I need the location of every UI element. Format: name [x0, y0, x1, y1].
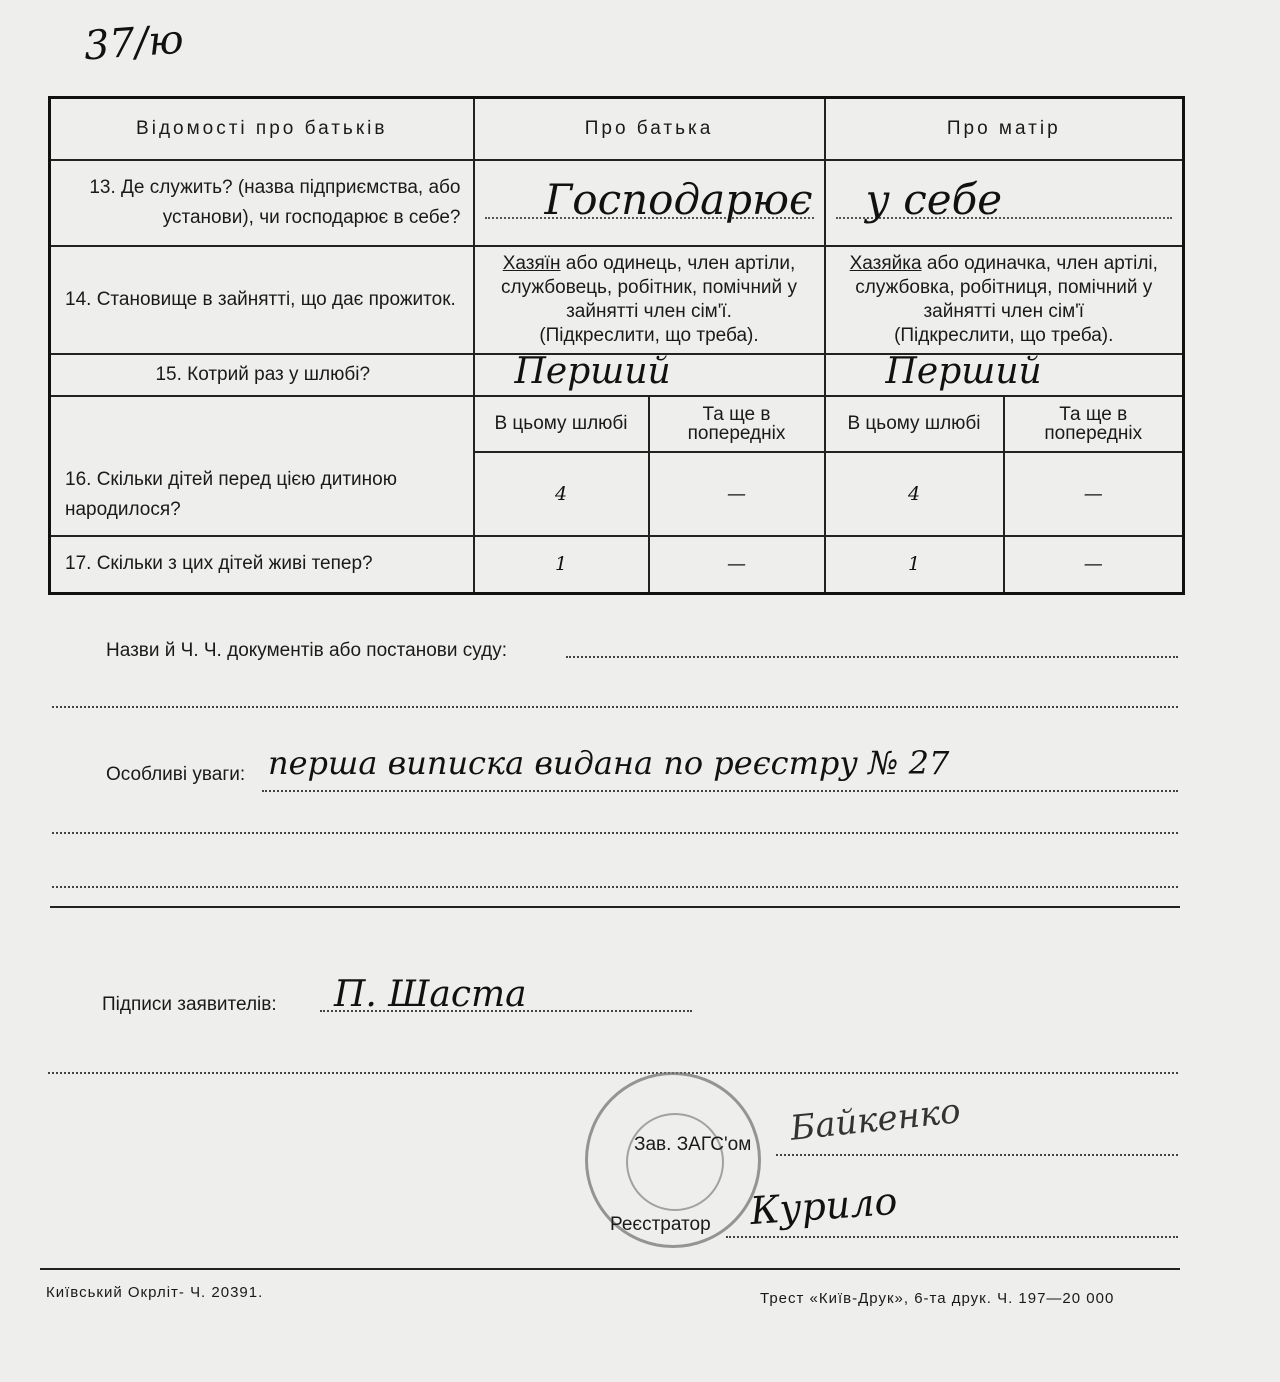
q13-father-answer: Господарює [544, 174, 813, 224]
footer-line [40, 1268, 1180, 1270]
remarks-dotline [262, 790, 1178, 792]
q14-mother-text: або одиначка, член артілі, службовка, робітниця, помічний у зайнятті член сім'ї [855, 252, 1158, 322]
registrar-dotline [726, 1236, 1178, 1238]
q15-father-cell [474, 350, 825, 396]
parents-info-table [48, 96, 1185, 595]
question-13: 13. Де служить? (назва підприємства, або установи), чи господарює в себе? [50, 160, 474, 246]
header-father: Про батька [474, 98, 825, 160]
q16-father-prev: — [649, 452, 825, 536]
q15-mother-cell [825, 350, 1184, 396]
remarks-dotline-3 [52, 886, 1178, 888]
question-16-label: 16. Скільки дітей перед цією дитиною народилося? [65, 468, 397, 520]
signatures-value: П. Шаста [334, 974, 527, 1015]
head-label: Зав. ЗАГС'ом [634, 1134, 752, 1155]
subheader-mother-prev: Та ще в попередніх [1004, 396, 1184, 452]
page-number: 37/ю [82, 16, 186, 70]
documents-dotline [566, 656, 1178, 658]
subheader-mother-this: В цьому шлюбі [825, 396, 1004, 452]
question-17: 17. Скільки з цих дітей живі тепер? [50, 536, 474, 594]
question-15: 15. Котрий раз у шлюбі? [50, 354, 474, 396]
q14-father-text: або одинець, член артіли, службовець, робітник, помічний у зайнятті член сім'ї. [501, 252, 797, 322]
separator-line [50, 906, 1180, 908]
q16-mother-prev: — [1004, 452, 1184, 536]
footer-right: Трест «Київ-Друк», 6-та друк. Ч. 197—20 000 [760, 1290, 1115, 1307]
q14-mother-note: (Підкреслити, що треба). [894, 324, 1114, 346]
header-parents-info: Відомості про батьків [50, 98, 474, 160]
q16-mother-this: 4 [825, 452, 1004, 536]
remarks-label: Особливі уваги: [106, 764, 246, 785]
signatures-label: Підписи заявителів: [102, 994, 277, 1015]
q14-mother-underlined: Хазяйка [849, 252, 922, 274]
question-16 [50, 396, 474, 536]
question-14: 14. Становище в зайнятті, що дає прожиток. [50, 246, 474, 354]
header-mother: Про матір [825, 98, 1184, 160]
q15-father-answer: Перший [514, 350, 671, 392]
subheader-father-this: В цьому шлюбі [474, 396, 649, 452]
q14-father-note: (Підкреслити, що треба). [539, 324, 759, 346]
q17-father-this: 1 [474, 536, 649, 594]
registrar-label: Реєстратор [610, 1214, 711, 1235]
q17-mother-prev: — [1004, 536, 1184, 594]
q13-father-cell [474, 160, 825, 246]
q14-mother-options [825, 246, 1184, 354]
documents-dotline-2 [52, 706, 1178, 708]
signatures-dotline-2 [48, 1072, 1178, 1074]
q17-father-prev: — [649, 536, 825, 594]
head-dotline [776, 1154, 1178, 1156]
q17-mother-this: 1 [825, 536, 1004, 594]
q15-mother-answer: Перший [885, 350, 1042, 392]
q14-father-options [474, 246, 825, 354]
signatures-dotline [320, 1010, 692, 1012]
q16-father-this: 4 [474, 452, 649, 536]
documents-label: Назви й Ч. Ч. документів або постанови суду: [106, 640, 507, 661]
head-signature: Байкенко [788, 1091, 963, 1149]
registrar-signature: Курило [748, 1178, 899, 1234]
q13-mother-answer: у себе [865, 174, 1003, 224]
footer-left: Київський Окрліт- Ч. 20391. [46, 1284, 264, 1301]
q14-father-underlined: Хазяїн [502, 252, 561, 274]
remarks-value: перша виписка видана по реєстру № 27 [268, 744, 950, 782]
q13-mother-cell [825, 160, 1184, 246]
remarks-dotline-2 [52, 832, 1178, 834]
subheader-father-prev: Та ще в попередніх [649, 396, 825, 452]
